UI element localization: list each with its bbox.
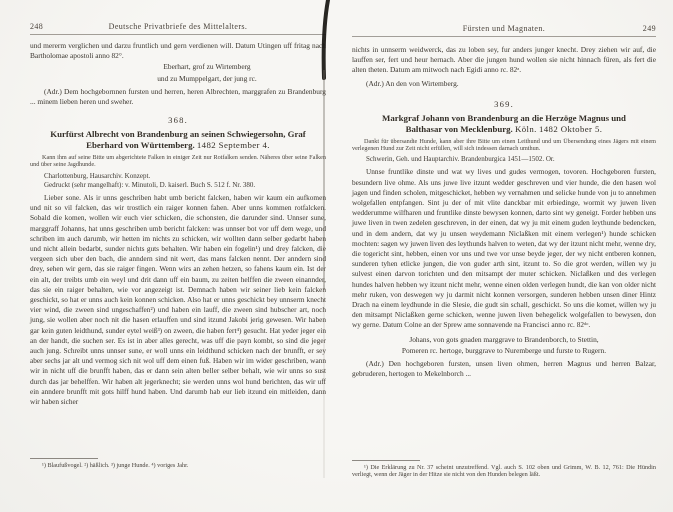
left-footnote-block <box>30 458 326 469</box>
letter-369-body: Unnse fruntlike dinste und wat wy lives und gudes vermogen, tovoren. Hochgeboren fursten, besundern live ohme. Als uns juwe live itzunt wedder geschreven und vier hunde, die den hasen wol jagen und finden scholen, mitgeschicket, hebben wy vernahmen und selicke hunde von ju to annehmen wolgefallen entpfangen. Sint ju der of mit vlite danckbar mit erbiedinge, wormit wy juwen liven wedderumme wilfharen und fruntlike dinste bewysen konnen, darto sint wy geneigt. Forder hebben uns juwe liven in twen zedelen geschreven, in der einen, dat wy ju mit einem guden leythunde bedencken, und in dem andern, dat wy ju unsen weydemann Niclaßken mit einem verlegen¹) hunde schicken mochten: sagen wy juwen liven des leythunds halven to weten, dat wy der itzunt nicht mehr, wenne dry, die togericht sint, hebben, einen vor uns und twe vor unse beyde jeger, der wy nicht entberen konnen, sunderen tyhen etlicke jungen, die von guder arth sint, itzunt to. So die grot werden, willen wy ju sulvest einen darvon torichten und den mitsampt der muter schicken. Niclaßken und des verlegen hundes halven hebben wy itzunt nicht mehr, wenne einen olden verlegen hundt, die kan von older nicht mehr ruken, von deswegen wy ju darmit nicht konnen versorgen, sunderen hebben unsen diner Hintz Drach na einem leydhunde in die Slesie, die gudt sin schall, geschickt. So uns die komet, willen wy ju den mitsampt Niclaßken gerne schicken, wenne juwen liven behegelick wolgefallen to bewysen, don wy gerne. Datum Colne an der Sprew ame sonnavende na Francisci anno rc. 82ᵈᵒ. <box>352 167 656 330</box>
section-number-368: 368. <box>168 115 188 126</box>
section-369-title-line1: Markgraf Johann von Brandenburg an die Herzöge Magnus und <box>382 112 626 123</box>
signature-line: Pomeren rc. hertoge, burggrave to Nuremberge und furste to Rugern. <box>401 345 607 355</box>
section-368-title-line1: Kurfürst Albrecht von Brandenburg an seinen Schwiegersohn, Graf <box>50 129 306 140</box>
archive-note: Charlottenburg, Hausarchiv. Konzept. <box>44 171 151 180</box>
signature-line: Eberhart, grof zu Wirtemberg <box>163 62 251 72</box>
section-368-date: 1482 September 4. <box>196 140 270 151</box>
right-footnote-rule <box>352 460 420 461</box>
left-running-title: Deutsche Privatbriefe des Mittelalters. <box>108 22 248 31</box>
right-page-number: 249 <box>642 24 656 33</box>
right-page <box>352 16 656 479</box>
letter-367-continuation: und mererm verglichen und darzu fruntlich und gern verdienen will. Datum Utingen uff fritag nach Bartholomae apostoli anno 82°. <box>30 41 326 61</box>
address-line: (Adr.) An den von Wirtemberg. <box>366 78 459 88</box>
section-369-place: Köln. <box>514 123 537 134</box>
letter-368-body: Lieber sone. Als ir unns geschriben habt umb bericht falcken, haben wir kaum ein aufkomen und nit so vil falcken, das wir trostlich ein raiger konnen fahen. Aber unns kommen rotfalcken. Sobald die komen, wollen wir euch vier schicken, die schonsten, die darunder sind. Unnser sune, marggraff Johanns, hat unns geschriben umb bericht falcken: was unnser bot vor uff dem wege, und schriben im auch darumb, wir hetten im nichts zu schicken, wir wollten dann selber gedarbt haben und nicht allein bedarbt, sunder nichts guts behalten. Wir haben ein fogelin¹) und drey falcken, die vergeen sich uber den bach, die anndern sind nit wert, das mans falcken nennt. Der anndern sind drey, sehen wir gern, das sie raiger fingen. Wenn wirs an zehen hetzen, so fahens kaum ein. Ist der ein alt, der treibts umb ein weyl und drit dann uff ein baum, zu zeiten helffen die zween einannder, das sie ein raiger behalten, wie vor angezeigt ist. Demnach haben wir seiner lieb kein falcken geschickt, so hat er unns auch kein konnen schicken. Also hat er unns geschickt bey unnserm knecht vier wind, die zween sind ungeschaffen²) und haben ein lauff, die zween sind hubscher art, noch jung, sie wollen aber noch nit die hasen erlauffen und sind itzund Jakobi jerig gewesen. Wir haben gar kein guten leidthund, sunder eytel weiß³) on zween, die haben fert⁴) gesucht. Hat yeder jeger ein an der handt, die suchen ser. Es ist in aber alles gerecht, was uff die payn kombt, so sind die jeger auch jung. Schreibt unns unnser sune, er woll unns ein leidthund schicken nach der brunfft, er sey aber sechs jar alt und vermog sich nit wol uff dem einen fuß. Haben wir im wider geschriben, wann wir in nicht uff die brunfft haben, das er dann sein alten beller selber behalt, wie wir unns so sust durch das jar behelffen. Wir haben alt jegerknecht; sie werden unns wol hund berichten, das wir uff ein anndere brunfft mit gots hilff hund haben. Und darumb hab eur lieb itzund ein mitleiden, dann wir haben sicher <box>30 193 326 407</box>
address-line: (Adr.) Dem hochgebornnen fursten und herren, heren Albrechten, marggrafen zu Brandenburg ... minem lieben heren und sweher. <box>30 86 326 107</box>
left-footnote-rule <box>30 458 98 459</box>
letter-368-continuation: nichts in unnserm weidwerck, das zu loben sey, fur anders junger knecht. Drey ziehen wir auf, die lauffen ser, fert und heur hernach. Aber die jungen hund wollen sie nicht hinnach füren, als fert die alten theten. Datum am mitwoch nach Egidi anno rc. 82ᵃ. <box>352 45 656 75</box>
signature-line: und zu Mumppelgart, der jung rc. <box>157 73 257 83</box>
right-footnote: ¹) Die Erklärung zu Nr. 37 scheint unzutreffend. Vgl. auch S. 102 oben und Grimm, W. B. 12, 761: Die Hündin verliegt, wenn der Jäger in der Hitze sie nicht von den Hunden belegen läßt. <box>352 464 656 479</box>
right-footnote-block <box>352 460 656 479</box>
archive-note: Schwerin, Geh. und Hauptarchiv. Brandenburgica 1451—1502. Or. <box>366 155 555 164</box>
left-footnotes: ¹) Blaufußvogel. ²) häßlich. ³) junge Hunde. ⁴) voriges Jahr. <box>42 462 189 469</box>
section-369-date: 1482 Oktober 5. <box>538 123 603 134</box>
section-369-title-line2: Balthasar von Mecklenburg. <box>405 123 513 134</box>
left-page <box>30 16 326 469</box>
address-line: (Adr.) Den hochgeboren fursten, unsen liven ohmen, herren Magnus und herren Balzar, gebruderen, hertogen to Mekelnborch ... <box>352 359 656 379</box>
right-header-rule <box>352 36 656 37</box>
signature-line: Johans, von gots gnaden marggrave to Brandenborch, to Stettin, <box>409 334 599 344</box>
print-note: Gedruckt (sehr mangelhaft): v. Minutoli, D. kaiserl. Buch S. 512 f. Nr. 380. <box>44 180 256 189</box>
section-368-title-line2: Eberhard von Württemberg. <box>86 140 195 151</box>
left-header-rule <box>30 34 326 35</box>
left-page-number: 248 <box>30 22 44 31</box>
section-369-summary: Dankt für übersandte Hunde, kann aber ihre Bitte um einen Leithund und um Übersendung eines Jägers mit einem verlegenen Hund zur Zeit nicht erfüllen, will sich indessen darnach umthun. <box>352 137 656 153</box>
section-369-title <box>352 113 656 135</box>
right-page-header <box>352 16 656 33</box>
section-368-summary: Kann ihm auf seine Bitte um abgerichtete Falken in einiger Zeit nur Rotfalken senden. Näheres über seine Falken und über seine Jagdhunde. <box>30 154 326 169</box>
right-running-title: Fürsten und Magnaten. <box>462 24 546 33</box>
section-number-369: 369. <box>494 98 514 109</box>
left-page-header <box>30 16 326 31</box>
section-368-title <box>30 129 326 151</box>
